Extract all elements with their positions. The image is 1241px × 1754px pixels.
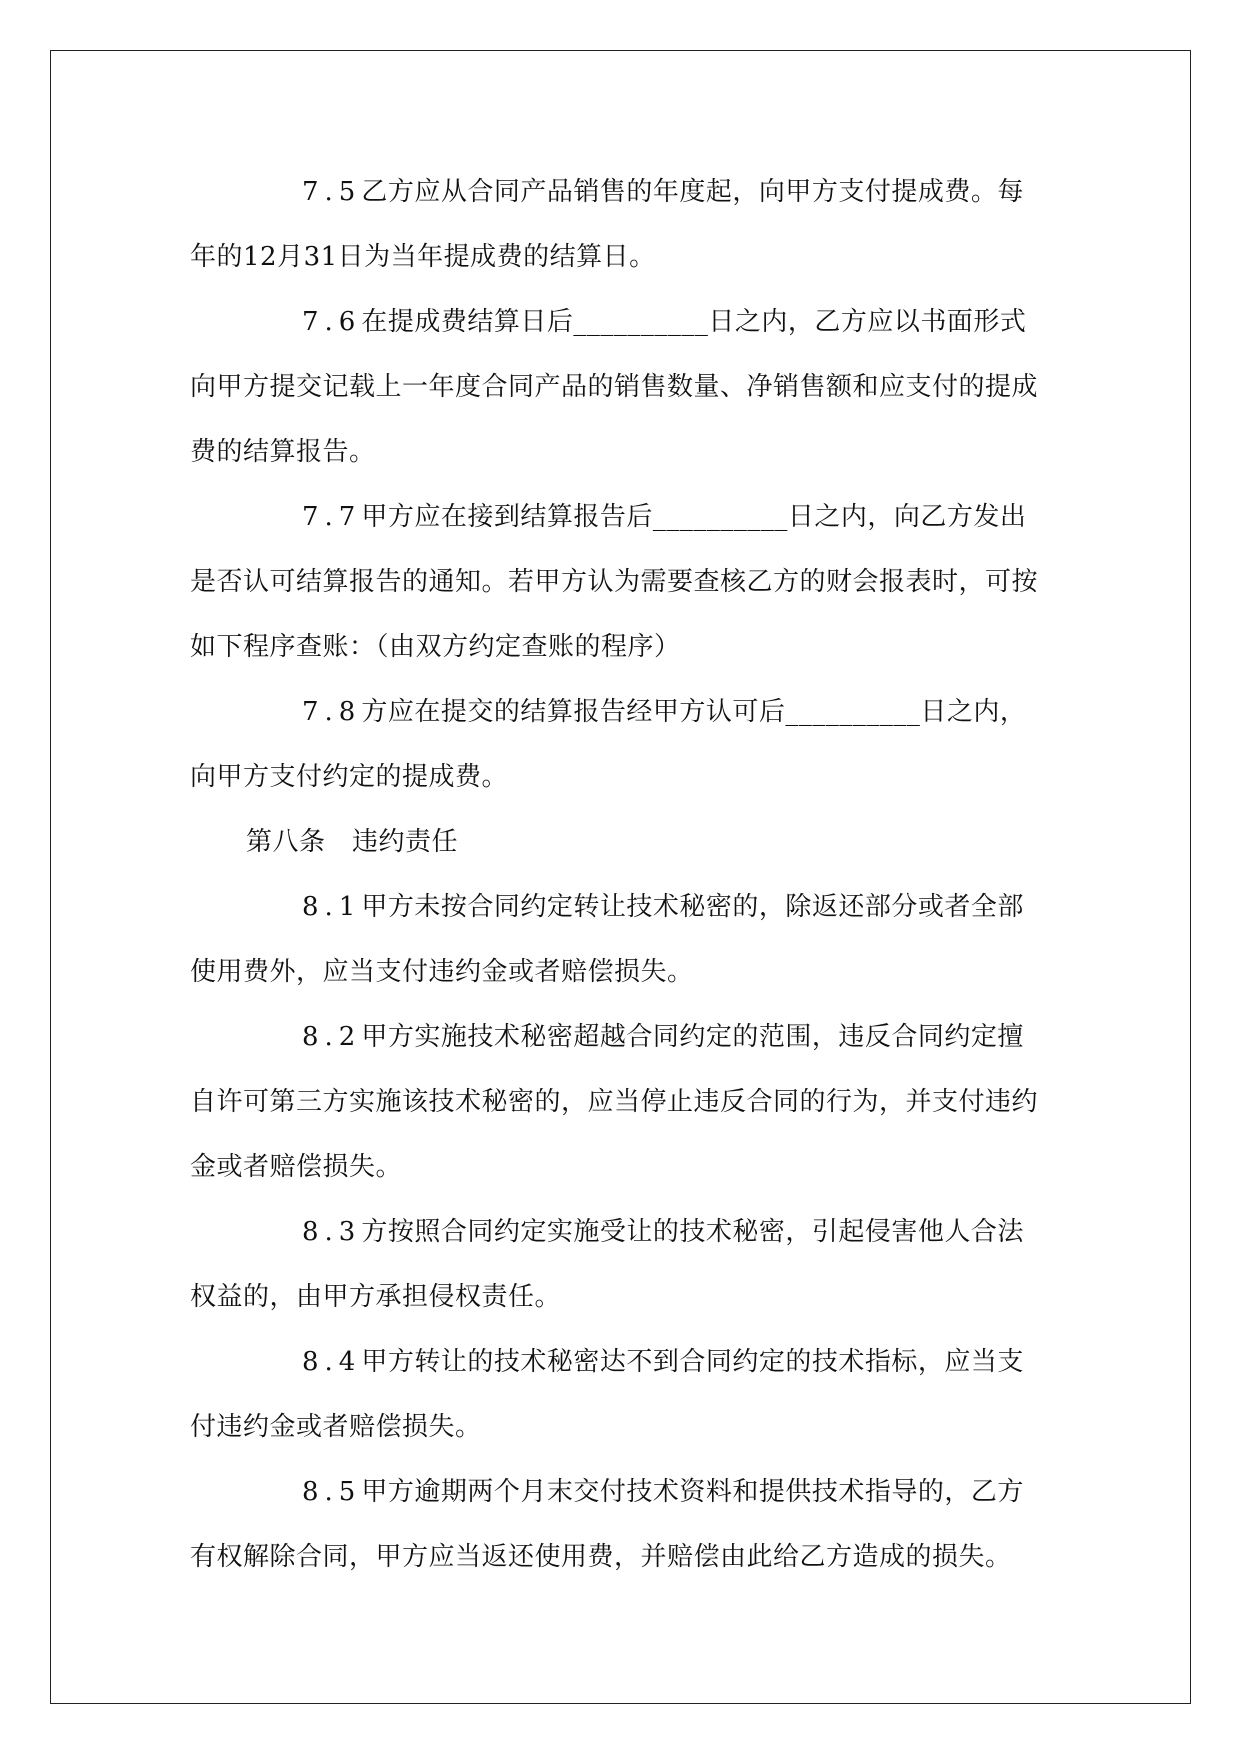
clause-number: 7.5 (302, 177, 362, 207)
clause-text: 甲方转让的技术秘密达不到合同约定的技术指标，应当支付违约金或者赔偿损失。 (190, 1347, 1024, 1442)
clause-text: 甲方未按合同约定转让技术秘密的，除返还部分或者全部使用费外，应当支付违约金或者赔偿损失。 (190, 892, 1024, 987)
clause-7-8 (190, 680, 1050, 810)
clause-text: 方应在提交的结算报告经甲方认可后__________日之内，向甲方支付约定的提成费。 (190, 697, 1027, 792)
clause-text: 甲方应在接到结算报告后__________日之内，向乙方发出是否认可结算报告的通知。若甲方认为需要查核乙方的财会报表时，可按如下程序查账：（由双方约定查账的程序） (190, 502, 1039, 662)
clause-number: 8.4 (302, 1347, 362, 1377)
clause-8-5 (190, 1460, 1050, 1590)
clause-text: 方按照合同约定实施受让的技术秘密，引起侵害他人合法权益的，由甲方承担侵权责任。 (190, 1217, 1024, 1312)
clause-text: 甲方逾期两个月末交付技术资料和提供技术指导的，乙方有权解除合同，甲方应当返还使用费，并赔偿由此给乙方造成的损失。 (190, 1477, 1024, 1572)
clause-number: 8.2 (302, 1022, 362, 1052)
clause-7-5 (190, 160, 1050, 290)
clause-text: 乙方应从合同产品销售的年度起，向甲方支付提成费。每年的12月31日为当年提成费的结算日。 (190, 177, 1024, 272)
article-heading-text: 第八条 违约责任 (246, 827, 459, 857)
clause-7-7 (190, 485, 1050, 680)
clause-number: 8.5 (302, 1477, 362, 1507)
clause-number: 7.6 (302, 307, 362, 337)
clause-text: 在提成费结算日后__________日之内，乙方应以书面形式向甲方提交记载上一年度合同产品的销售数量、净销售额和应支付的提成费的结算报告。 (190, 307, 1039, 467)
clause-8-3 (190, 1200, 1050, 1330)
clause-8-2 (190, 1005, 1050, 1200)
clause-number: 8.1 (302, 892, 362, 922)
clause-number: 7.8 (302, 697, 362, 727)
clause-8-4 (190, 1330, 1050, 1460)
clause-8-1 (190, 875, 1050, 1005)
document-body (190, 160, 1050, 1590)
clause-number: 7.7 (302, 502, 362, 532)
clause-number: 8.3 (302, 1217, 362, 1247)
article-8-heading (190, 810, 1050, 875)
clause-text: 甲方实施技术秘密超越合同约定的范围，违反合同约定擅自许可第三方实施该技术秘密的，应当停止违反合同的行为，并支付违约金或者赔偿损失。 (190, 1022, 1039, 1182)
clause-7-6 (190, 290, 1050, 485)
